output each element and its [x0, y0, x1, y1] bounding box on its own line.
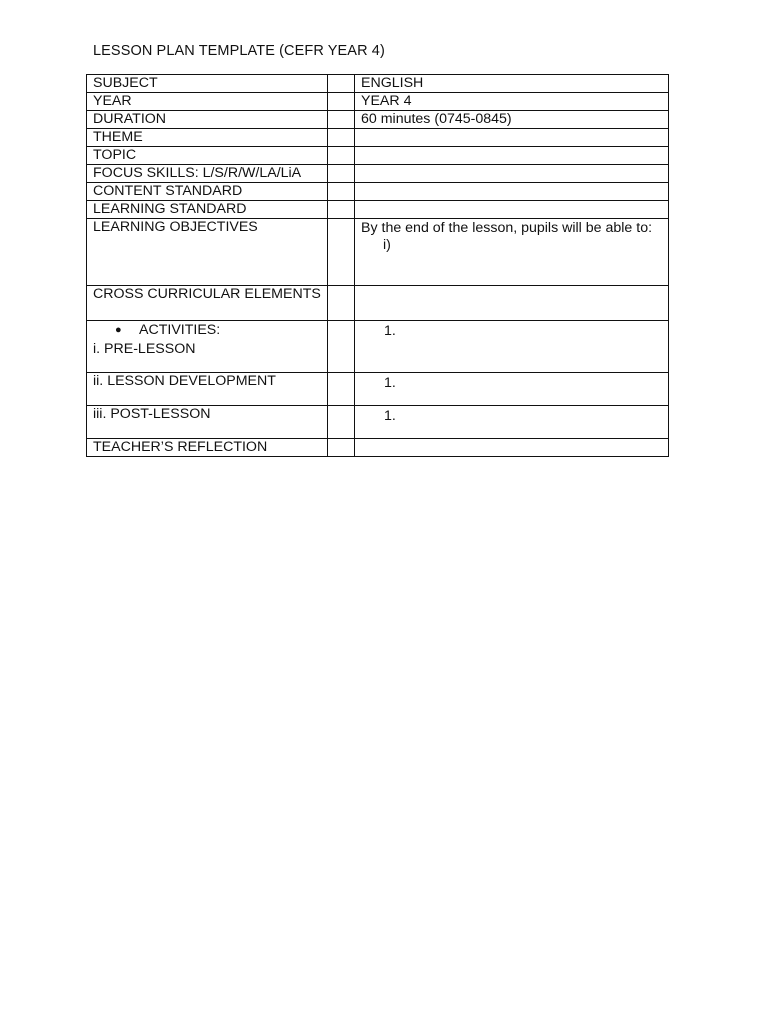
- gap-cell: [328, 373, 355, 406]
- pre-lesson-item: 1.: [384, 323, 396, 339]
- row-post-lesson: [87, 406, 669, 439]
- row-cross-curricular: [87, 286, 669, 321]
- objectives-item: i): [383, 237, 391, 253]
- label-learning-standard: LEARNING STANDARD: [87, 201, 328, 219]
- gap-cell: [328, 165, 355, 183]
- row-learning-objectives: [87, 219, 669, 286]
- gap-cell: [328, 183, 355, 201]
- row-duration: [87, 111, 669, 129]
- document-title: LESSON PLAN TEMPLATE (CEFR YEAR 4): [93, 43, 385, 59]
- value-learning-standard: [355, 201, 669, 219]
- lesson-development-item: 1.: [384, 375, 396, 391]
- label-activities: [87, 321, 328, 373]
- gap-cell: [328, 111, 355, 129]
- row-topic: [87, 147, 669, 165]
- label-learning-objectives: LEARNING OBJECTIVES: [87, 219, 328, 286]
- label-year: YEAR: [87, 93, 328, 111]
- bullet-icon: ●: [115, 323, 122, 336]
- row-pre-lesson: [87, 321, 669, 373]
- activities-heading: [93, 321, 321, 339]
- value-theme: [355, 129, 669, 147]
- value-teachers-reflection: [355, 439, 669, 457]
- label-topic: TOPIC: [87, 147, 328, 165]
- label-subject: SUBJECT: [87, 75, 328, 93]
- label-lesson-development: ii. LESSON DEVELOPMENT: [87, 373, 328, 406]
- row-content-standard: [87, 183, 669, 201]
- value-focus-skills: [355, 165, 669, 183]
- row-year: [87, 93, 669, 111]
- label-post-lesson: iii. POST-LESSON: [87, 406, 328, 439]
- value-year: YEAR 4: [355, 93, 669, 111]
- label-teachers-reflection: TEACHER’S REFLECTION: [87, 439, 328, 457]
- value-topic: [355, 147, 669, 165]
- row-theme: [87, 129, 669, 147]
- row-teachers-reflection: [87, 439, 669, 457]
- post-lesson-item: 1.: [384, 408, 396, 424]
- label-focus-skills: FOCUS SKILLS: L/S/R/W/LA/LiA: [87, 165, 328, 183]
- label-theme: THEME: [87, 129, 328, 147]
- row-subject: [87, 75, 669, 93]
- label-pre-lesson: i. PRE-LESSON: [93, 341, 196, 357]
- lesson-plan-table: [86, 74, 669, 457]
- value-cross-curricular: [355, 286, 669, 321]
- value-content-standard: [355, 183, 669, 201]
- row-learning-standard: [87, 201, 669, 219]
- value-subject: ENGLISH: [355, 75, 669, 93]
- row-lesson-development: [87, 373, 669, 406]
- value-learning-objectives: [355, 219, 669, 286]
- label-cross-curricular: CROSS CURRICULAR ELEMENTS: [87, 286, 328, 321]
- gap-cell: [328, 439, 355, 457]
- value-post-lesson: [355, 406, 669, 439]
- objectives-intro: By the end of the lesson, pupils will be able to:: [361, 220, 653, 236]
- gap-cell: [328, 201, 355, 219]
- activities-heading-text: ACTIVITIES:: [139, 321, 221, 338]
- value-pre-lesson: [355, 321, 669, 373]
- gap-cell: [328, 75, 355, 93]
- gap-cell: [328, 147, 355, 165]
- gap-cell: [328, 406, 355, 439]
- gap-cell: [328, 129, 355, 147]
- gap-cell: [328, 286, 355, 321]
- label-duration: DURATION: [87, 111, 328, 129]
- value-duration: 60 minutes (0745-0845): [355, 111, 669, 129]
- gap-cell: [328, 219, 355, 286]
- value-lesson-development: [355, 373, 669, 406]
- row-focus-skills: [87, 165, 669, 183]
- gap-cell: [328, 321, 355, 373]
- gap-cell: [328, 93, 355, 111]
- label-content-standard: CONTENT STANDARD: [87, 183, 328, 201]
